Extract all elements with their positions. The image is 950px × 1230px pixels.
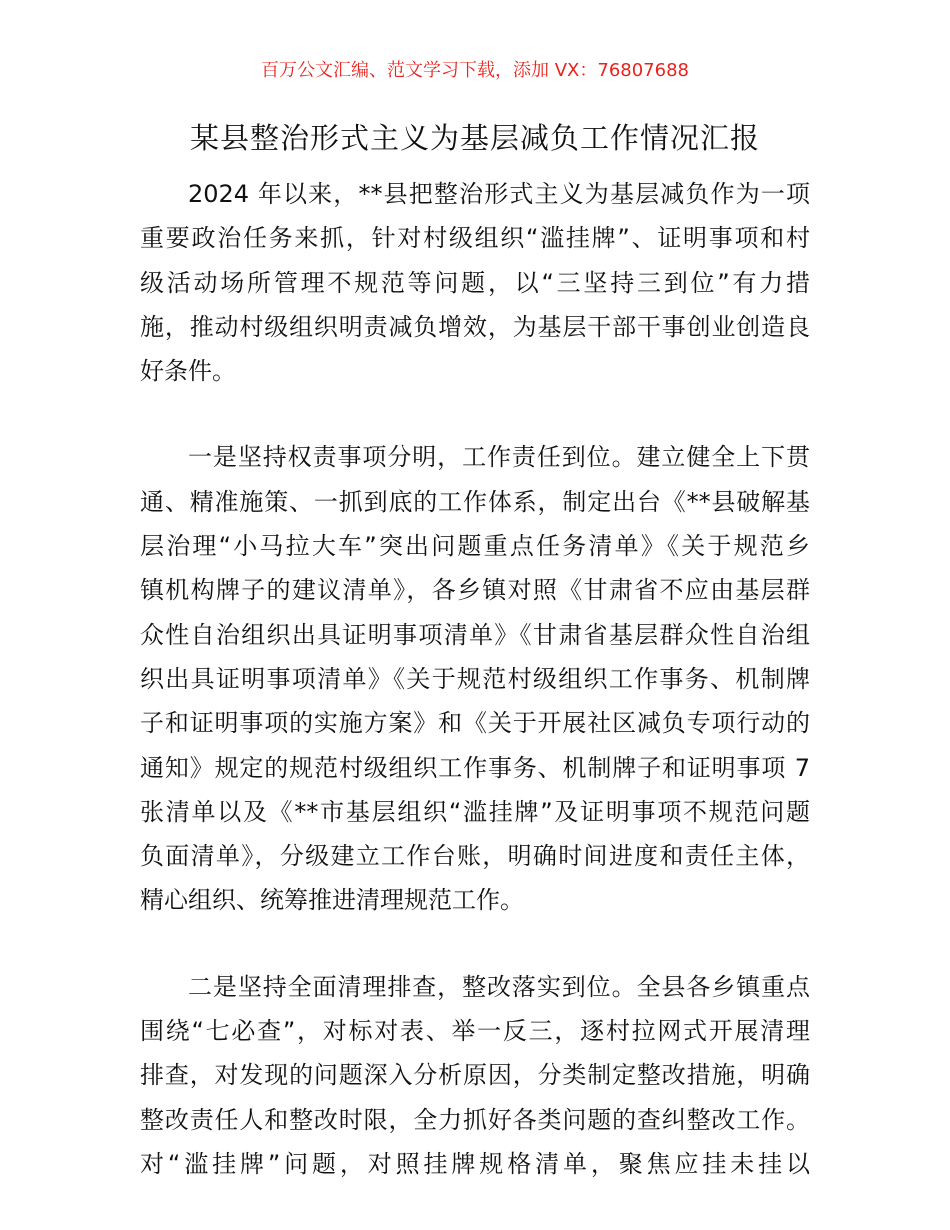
- paragraph-line: 负面清单》，分级建立工作台账，明确时间进度和责任主体，: [140, 842, 810, 871]
- paragraph-line: 镇机构牌子的建议清单》，各乡镇对照《甘肃省不应由基层群: [140, 576, 810, 605]
- paragraph-line: 层治理“小马拉大车”突出问题重点任务清单》《关于规范乡: [140, 532, 810, 561]
- document-body: [140, 172, 810, 1228]
- document-title: 某县整治形式主义为基层减负工作情况汇报: [189, 121, 760, 155]
- paragraph-line: 张清单以及《**市基层组织“滥挂牌”及证明事项不规范问题: [140, 797, 810, 826]
- paragraph-line: 织出具证明事项清单》《关于规范村级组织工作事务、机制牌: [140, 664, 810, 693]
- paragraph-line: 围绕“七必查”，对标对表、举一反三，逐村拉网式开展清理: [140, 1017, 810, 1046]
- paragraph-line: 好条件。: [140, 357, 236, 386]
- paragraph-line: 子和证明事项的实施方案》和《关于开展社区减负专项行动的: [140, 709, 810, 738]
- paragraph-line: 对“滥挂牌”问题，对照挂牌规格清单，聚焦应挂未挂以: [140, 1149, 810, 1178]
- paragraph: [140, 965, 810, 1186]
- paragraph-line: 通知》规定的规范村级组织工作事务、机制牌子和证明事项 7: [140, 753, 810, 782]
- paragraph-line: 二是坚持全面清理排查，整改落实到位。全县各乡镇重点: [188, 972, 810, 1001]
- paragraph-line: 重要政治任务来抓，针对村级组织“滥挂牌”、证明事项和村: [140, 224, 810, 253]
- paragraph-line: 整改责任人和整改时限，全力抓好各类问题的查纠整改工作。: [140, 1105, 810, 1134]
- paragraph-line: 通、精准施策、一抓到底的工作体系，制定出台《**县破解基: [140, 487, 810, 516]
- watermark-header: 百万公文汇编、范文学习下载，添加 VX：76807688: [261, 60, 689, 81]
- paragraph: [140, 435, 810, 922]
- paragraph-line: 级活动场所管理不规范等问题，以“三坚持三到位”有力措: [140, 268, 810, 297]
- paragraph-line: 一是坚持权责事项分明，工作责任到位。建立健全上下贯: [188, 443, 810, 472]
- paragraph-line: 众性自治组织出具证明事项清单》《甘肃省基层群众性自治组: [140, 620, 810, 649]
- paragraph-line: 排查，对发现的问题深入分析原因，分类制定整改措施，明确: [140, 1061, 810, 1090]
- paragraph-line: 施，推动村级组织明责减负增效，为基层干部干事创业创造良: [140, 312, 810, 341]
- paragraph-line: 精心组织、统筹推进清理规范工作。: [140, 886, 524, 915]
- paragraph: [140, 172, 810, 393]
- paragraph-line: 2024 年以来，**县把整治形式主义为基层减负作为一项: [188, 180, 810, 208]
